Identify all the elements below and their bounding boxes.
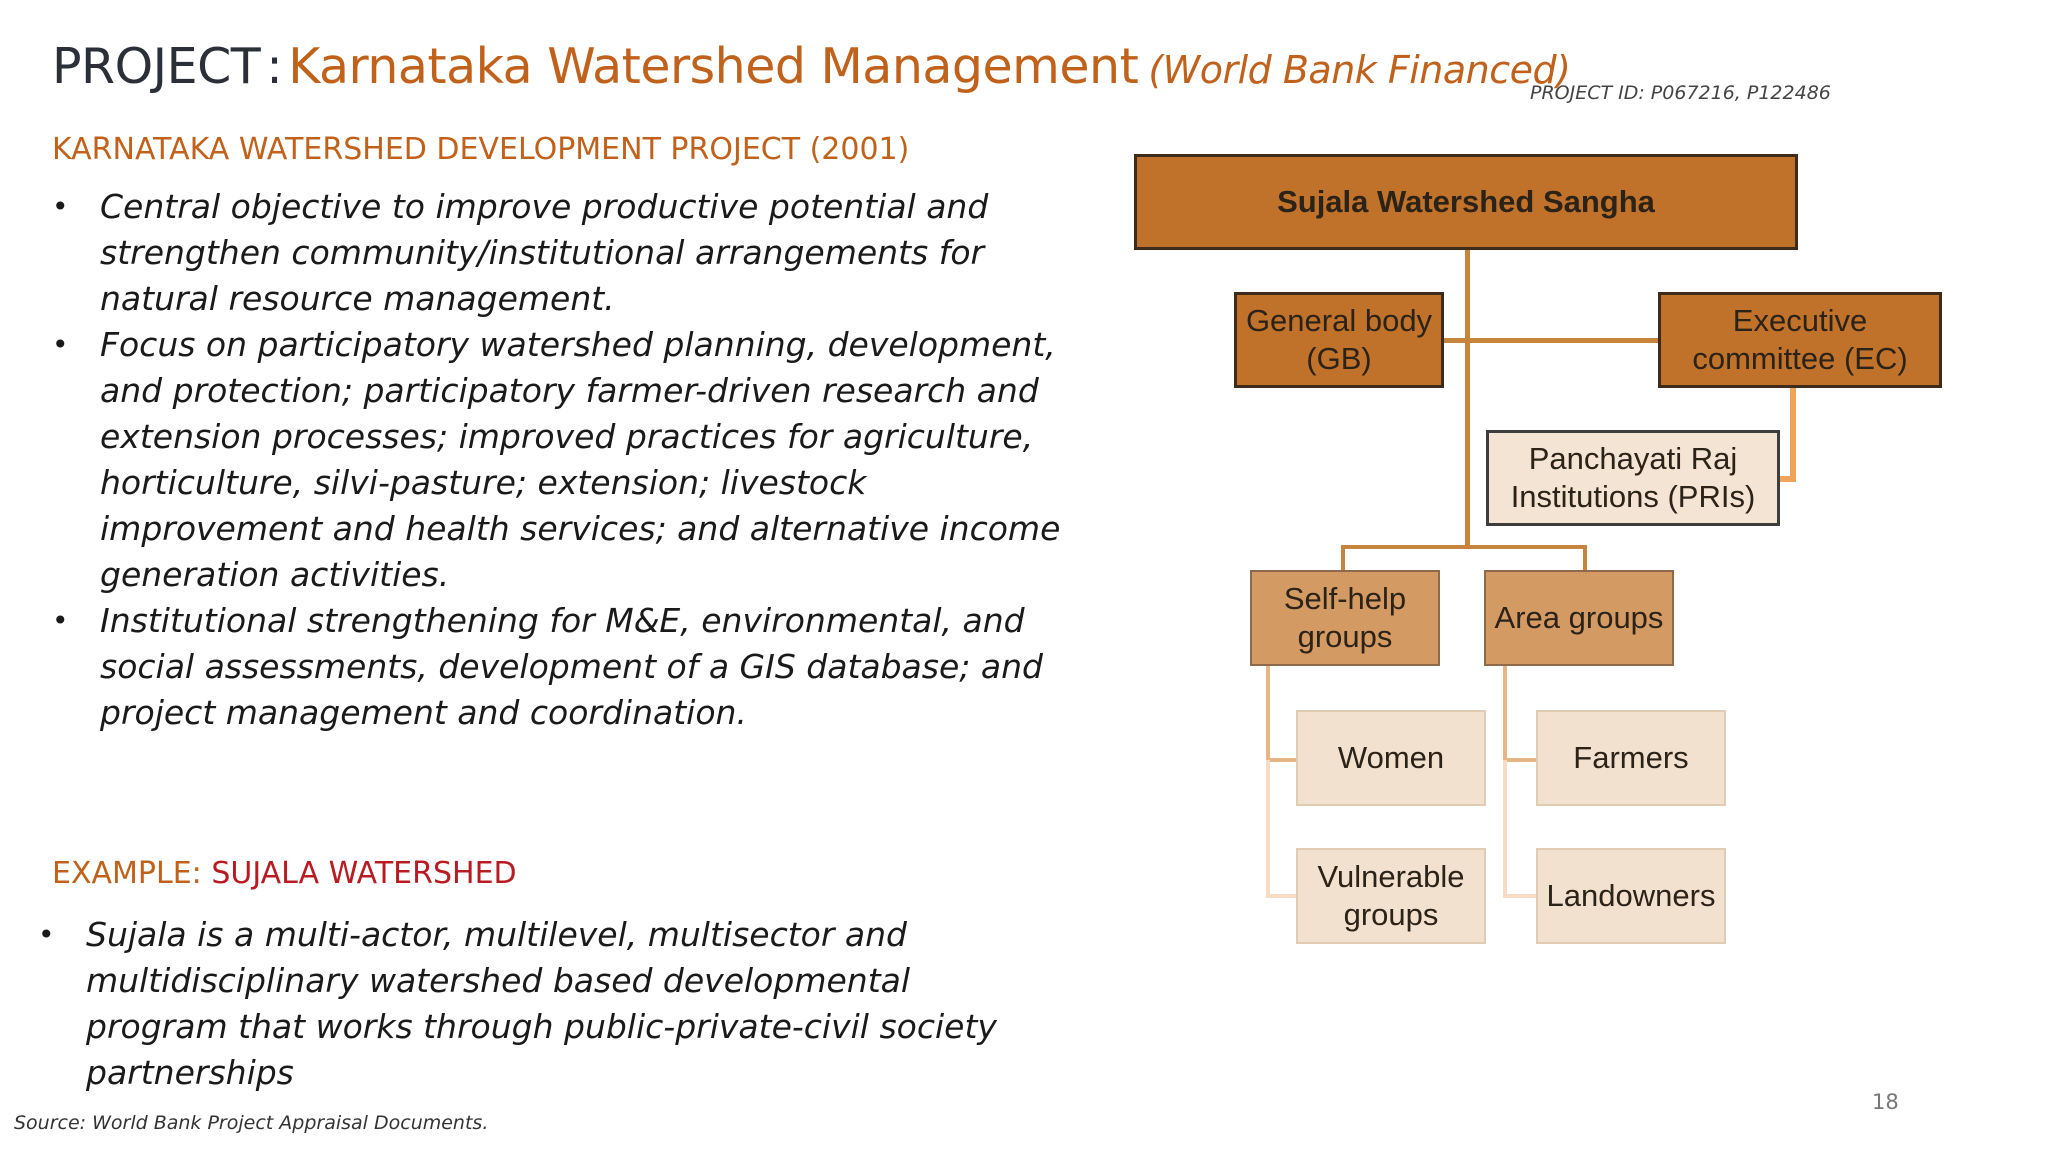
- connector-line: [1341, 545, 1587, 549]
- section2-heading-accent: SUJALA WATERSHED: [211, 856, 517, 891]
- page-number: 18: [1872, 1090, 1899, 1114]
- org-box-label: Area groups: [1494, 600, 1664, 635]
- org-box-label: Landowners: [1546, 878, 1716, 913]
- connector-line: [1503, 760, 1507, 898]
- bullet-text: Institutional strengthening for M&E, environmental, and social assessments, development of a GIS database; and project management and coordination.: [100, 601, 1043, 732]
- label-line: committee (EC): [1692, 341, 1908, 376]
- connector-line: [1465, 248, 1470, 548]
- label-line: Institutions (PRIs): [1510, 479, 1756, 514]
- org-box-executive-committee: [1658, 292, 1942, 388]
- connector-line: [1503, 894, 1539, 898]
- title-colon: :: [266, 38, 283, 95]
- bullet-dot: •: [52, 190, 69, 223]
- org-box-label: [1246, 302, 1432, 378]
- title-subtitle: (World Bank Financed): [1148, 48, 1571, 92]
- org-box-label: [1317, 858, 1464, 934]
- bullet-dot: •: [52, 328, 69, 361]
- org-box-label: Farmers: [1573, 740, 1689, 775]
- org-box-women: [1296, 710, 1486, 806]
- label-line: (GB): [1306, 341, 1372, 376]
- bullet-text: Sujala is a multi-actor, multilevel, multisector and multidisciplinary watershed based developmental program that works through public-private-civil society partnerships: [86, 915, 997, 1092]
- label-line: Vulnerable: [1317, 859, 1465, 894]
- org-box-panchayati-raj: [1486, 430, 1780, 526]
- bullet-item: [52, 598, 1062, 736]
- org-box-label: [1692, 302, 1907, 378]
- connector-line: [1583, 545, 1587, 570]
- section2-heading-prefix: EXAMPLE:: [52, 856, 212, 891]
- connector-line: [1503, 758, 1539, 762]
- section2-heading: [52, 856, 517, 891]
- label-line: Self-help: [1283, 581, 1407, 616]
- label-line: Executive: [1732, 303, 1868, 338]
- bullet-item: [52, 322, 1062, 598]
- org-box-general-body: [1234, 292, 1444, 388]
- org-box-sujala-sangha: [1134, 154, 1798, 250]
- project-id: PROJECT ID: P067216, P122486: [1530, 82, 1831, 104]
- org-box-farmers: [1536, 710, 1726, 806]
- bullet-item: [38, 912, 1038, 1096]
- connector-line: [1503, 666, 1507, 762]
- bullet-dot: •: [52, 604, 69, 637]
- org-box-label: [1511, 440, 1756, 516]
- org-box-self-help-groups: [1250, 570, 1440, 666]
- connector-line: [1442, 338, 1660, 343]
- org-box-area-groups: [1484, 570, 1674, 666]
- title-main: Karnataka Watershed Management: [288, 38, 1139, 95]
- bullet-dot: •: [38, 918, 55, 951]
- org-box-label: [1284, 580, 1406, 656]
- section1-heading: KARNATAKA WATERSHED DEVELOPMENT PROJECT (2001): [52, 132, 910, 167]
- org-box-label: Sujala Watershed Sangha: [1277, 184, 1655, 219]
- bullet-item: [52, 184, 1062, 322]
- label-line: Panchayati Raj: [1528, 441, 1738, 476]
- connector-line: [1266, 894, 1300, 898]
- org-box-label: Women: [1337, 740, 1445, 775]
- source-note: Source: World Bank Project Appraisal Documents.: [14, 1112, 489, 1134]
- connector-line: [1266, 758, 1300, 762]
- bullet-text: Central objective to improve productive potential and strengthen community/institutional arrangements for natural resource management.: [100, 187, 989, 318]
- section1-bullets: [52, 184, 1062, 736]
- section2-bullets: [38, 912, 1038, 1096]
- org-box-vulnerable-groups: [1296, 848, 1486, 944]
- title-lead: PROJECT: [52, 38, 261, 95]
- connector-line: [1266, 760, 1270, 898]
- connector-line: [1341, 545, 1345, 570]
- label-line: groups: [1343, 897, 1439, 932]
- label-line: General body: [1245, 303, 1433, 338]
- connector-line: [1790, 388, 1796, 480]
- label-line: groups: [1297, 619, 1393, 654]
- connector-line: [1266, 666, 1270, 762]
- bullet-text: Focus on participatory watershed planning, development, and protection; participatory farmer-driven research and extension processes; improved practices for agriculture, horticulture, silvi-pasture; extension; livestock improvement and health services; and alternative income generation activities.: [100, 325, 1061, 594]
- org-box-landowners: [1536, 848, 1726, 944]
- slide-title: [52, 38, 1570, 95]
